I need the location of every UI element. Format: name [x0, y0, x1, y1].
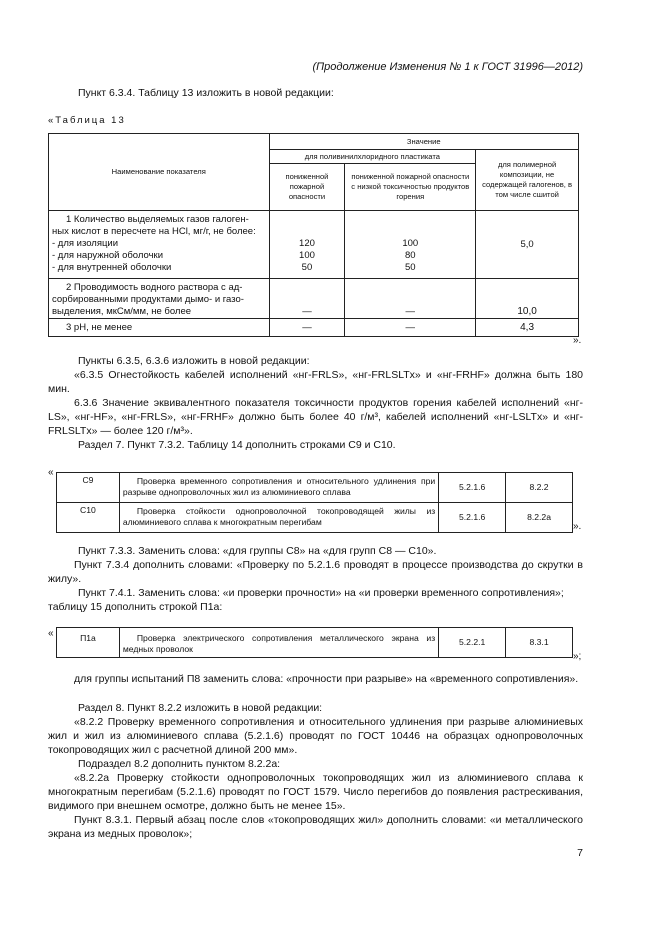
t14-row-c9-text: Проверка временного сопротивления и относительного удлинения при разрыве однопроволочных жил из алюминиевого сплава	[119, 473, 438, 503]
t14-row-c10-code: С10	[57, 503, 120, 533]
paragraph-7-4-1-table-15: таблицу 15 дополнить строкой П1а:	[48, 601, 223, 613]
paragraph-6-3-5-intro: Пункты 6.3.5, 6.3.6 изложить в новой редакции:	[78, 355, 310, 367]
t13-row-3-v1: —	[269, 319, 345, 337]
paragraph-6-3-6: 6.3.6 Значение эквивалентного показателя токсичности продуктов горения кабелей исполнений «нг-LS», «нг-HF», «нг-FRLS», «нг-FRHF» должно быть более 40 г/м³, кабелей исполнений «нг-LSLTx» и «нг-FRLSLTx» — более 120 г/м³».	[48, 397, 583, 437]
t13-row-2-name: 2 Проводимость водного раствора с ад- сорбированными продуктами дымо- и газо- выделения, мкСм/мм, не более	[49, 279, 270, 319]
t13-row-2-v3: 10,0	[476, 279, 579, 319]
t13-header-low-fire: пониженной пожарной опасности	[269, 164, 345, 211]
paragraph-8-2-intro: Подраздел 8.2 дополнить пунктом 8.2.2а:	[78, 758, 281, 770]
paragraph-8-2-2-intro: Раздел 8. Пункт 8.2.2 изложить в новой редакции:	[78, 702, 323, 714]
paragraph-8-2-2a: «8.2.2а Проверку стойкости однопроволочных токопроводящих жил из алюминиевого сплава к многократным перегибам (5.2.1.6) проводят по ГОСТ 1579. Число перегибов до появления растрескивания, видимого при внешнем осмотре, должно быть не менее 15».	[48, 772, 583, 812]
t13-row-3-v2: —	[345, 319, 476, 337]
paragraph-8-3-1: Пункт 8.3.1. Первый абзац после слов «токопроводящих жил» дополнить словами: «и металлического экрана из медных проволок»;	[48, 814, 583, 840]
t13-header-polymer	[476, 150, 579, 211]
t14-row-c9-p1: 5.2.1.6	[439, 473, 506, 503]
table-13-end: ».	[573, 335, 582, 346]
t13-row-2-v2: —	[345, 279, 476, 319]
t14-row-c10-p2: 8.2.2а	[506, 503, 573, 533]
t14-row-c9-p2: 8.2.2	[506, 473, 573, 503]
table-15	[56, 627, 573, 658]
t13-row-1-name: 1 Количество выделяемых газов галоген- ных кислот в пересчете на HCl, мг/г, не более: - для изоляции - для наружной оболочки - для внутренней оболочки	[49, 211, 270, 279]
t14-row-c9-code: С9	[57, 473, 120, 503]
table-13-caption: «Таблица 13	[48, 115, 126, 126]
t13-header-name: Наименование показателя	[49, 134, 270, 211]
paragraph-7-3-2: Раздел 7. Пункт 7.3.2. Таблицу 14 дополнить строками С9 и С10.	[78, 439, 396, 451]
t13-header-pvc: для поливинилхлоридного пластиката	[269, 150, 476, 164]
paragraph-6-3-4: Пункт 6.3.4. Таблицу 13 изложить в новой редакции:	[78, 87, 334, 99]
t13-row-3-v3: 4,3	[476, 319, 579, 337]
t13-row-2-v1: —	[269, 279, 345, 319]
paragraph-7-4-1: Пункт 7.4.1. Заменить слова: «и проверки прочности» на «и проверки временного сопротивления»;	[78, 587, 564, 599]
t15-row-p1a-p2: 8.3.1	[506, 628, 573, 658]
table-14-close: ».	[573, 521, 582, 532]
t13-header-value: Значение	[269, 134, 578, 150]
t13-row-3-name: 3 pH, не менее	[49, 319, 270, 337]
table-14	[56, 472, 573, 533]
table-15-open: «	[48, 628, 54, 639]
t15-row-p1a-text: Проверка электрического сопротивления металлического экрана из медных проволок	[119, 628, 438, 658]
t13-row-1-v2: 100 80 50	[345, 211, 476, 279]
t13-header-polymer-text: для полимерной композиции, не содержащей галогенов, в том числе сшитой	[482, 160, 573, 199]
table-14-open: «	[48, 467, 54, 478]
t14-row-c10-text: Проверка стойкости однопроволочной токопроводящей жилы из алюминиевого сплава к многократным перегибам	[119, 503, 438, 533]
t15-row-p1a-code: П1а	[57, 628, 120, 658]
t14-row-c10-p1: 5.2.1.6	[439, 503, 506, 533]
table-13	[48, 133, 579, 337]
paragraph-6-3-5: «6.3.5 Огнестойкость кабелей исполнений «нг-FRLS», «нг-FRLSLTx» и «нг-FRHF» должна быть 180 мин.	[48, 369, 583, 395]
page-number: 7	[577, 847, 583, 859]
t13-row-1-v3: 5,0	[476, 211, 579, 279]
paragraph-7-3-3: Пункт 7.3.3. Заменить слова: «для группы С8» на «для групп С8 — С10».	[78, 545, 437, 557]
paragraph-p8: для группы испытаний П8 заменить слова: «прочности при разрыве» на «временного сопротивления».	[74, 673, 579, 685]
table-15-close: »;	[573, 651, 582, 662]
paragraph-7-3-4: Пункт 7.3.4 дополнить словами: «Проверку по 5.2.1.6 проводят в процессе производства до скрутки в жилу».	[48, 559, 583, 585]
paragraph-8-2-2: «8.2.2 Проверку временного сопротивления и относительного удлинения при разрыве алюминиевых жил и жил из алюминиевого сплава (5.2.1.6) проводят по ГОСТ 10446 на образцах однопроволочных токопроводящих жил с расчетной длиной 200 мм».	[48, 716, 583, 756]
t15-row-p1a-p1: 5.2.2.1	[439, 628, 506, 658]
page-header: (Продолжение Изменения № 1 к ГОСТ 31996—2012)	[312, 61, 583, 73]
t13-header-low-toxic: пониженной пожарной опасности с низкой токсичностью продуктов горения	[345, 164, 476, 211]
t13-row-1-v1: 120 100 50	[269, 211, 345, 279]
